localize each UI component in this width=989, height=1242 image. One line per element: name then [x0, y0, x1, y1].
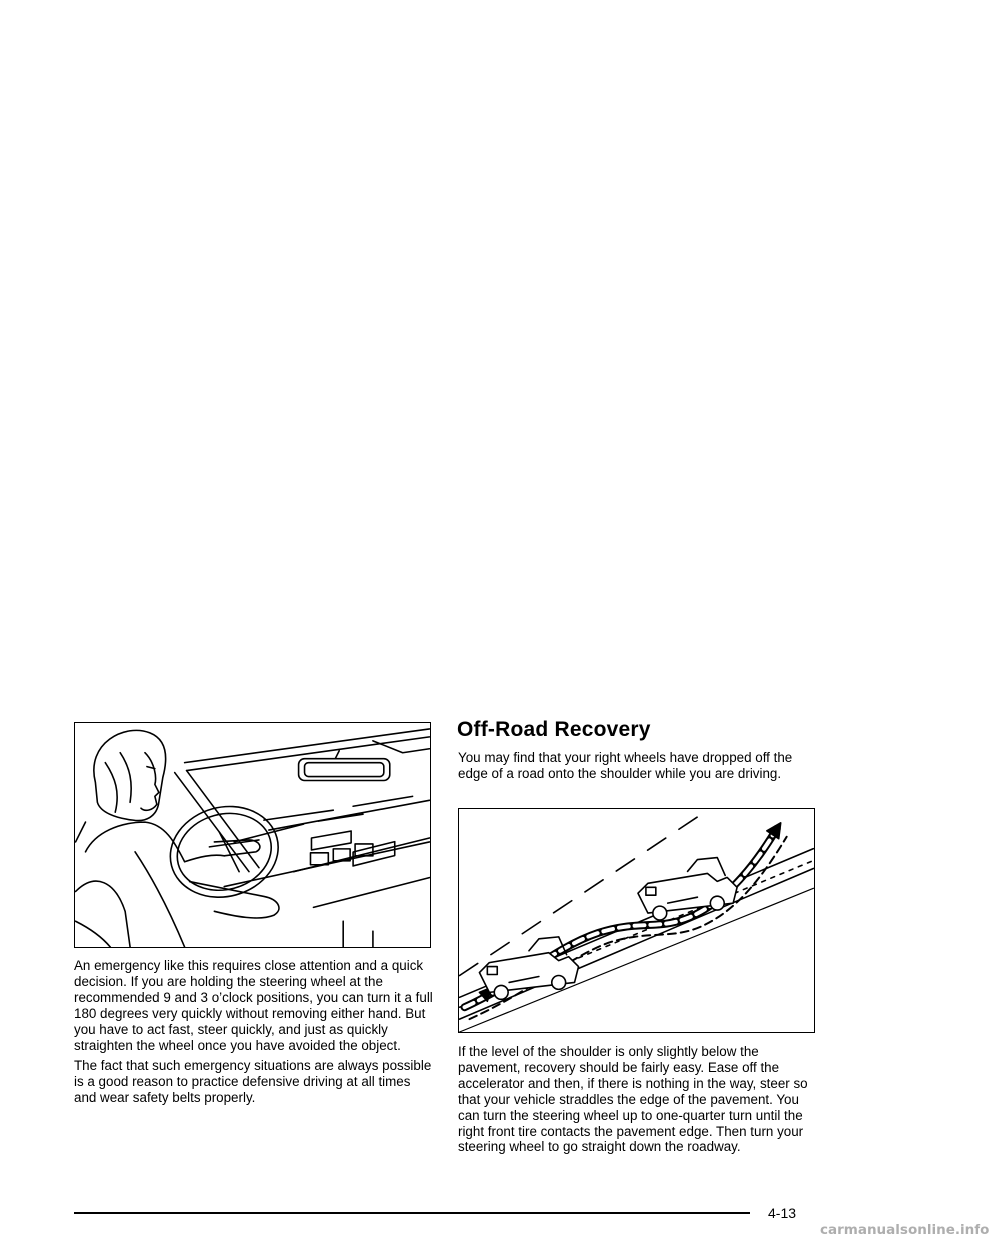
footer-rule: [74, 1212, 750, 1214]
right-paragraph-2: If the level of the shoulder is only slightly below the pavement, recovery should be fairly easy. Ease off the accelerator and then, if there is nothing in the way, steer so that your vehicle straddles the edge of the pavement. You can turn the steering wheel up to one-quarter turn until the right front tire contacts the pavement edge. Then turn your steering wheel to go straight down the roadway.: [458, 1044, 808, 1155]
page-number: 4-13: [768, 1205, 797, 1221]
driver-steering-illustration: [74, 722, 431, 948]
off-road-recovery-illustration: [458, 808, 815, 1033]
section-heading: Off-Road Recovery: [457, 718, 651, 741]
left-paragraph-1: An emergency like this requires close attention and a quick decision. If you are holding the steering wheel at the recommended 9 and 3 o’clock positions, you can turn it a full 180 degrees very quickly without removing either hand. But you have to act fast, steer quickly, and just as quickly straighten the wheel once you have avoided the object.: [74, 958, 433, 1053]
watermark: carmanualsonline.info: [820, 1222, 989, 1238]
left-paragraph-2: The fact that such emergency situations are always possible is a good reason to practice defensive driving at all times and wear safety belts properly.: [74, 1058, 432, 1105]
right-paragraph-1: You may find that your right wheels have dropped off the edge of a road onto the shoulder while you are driving.: [458, 750, 793, 781]
